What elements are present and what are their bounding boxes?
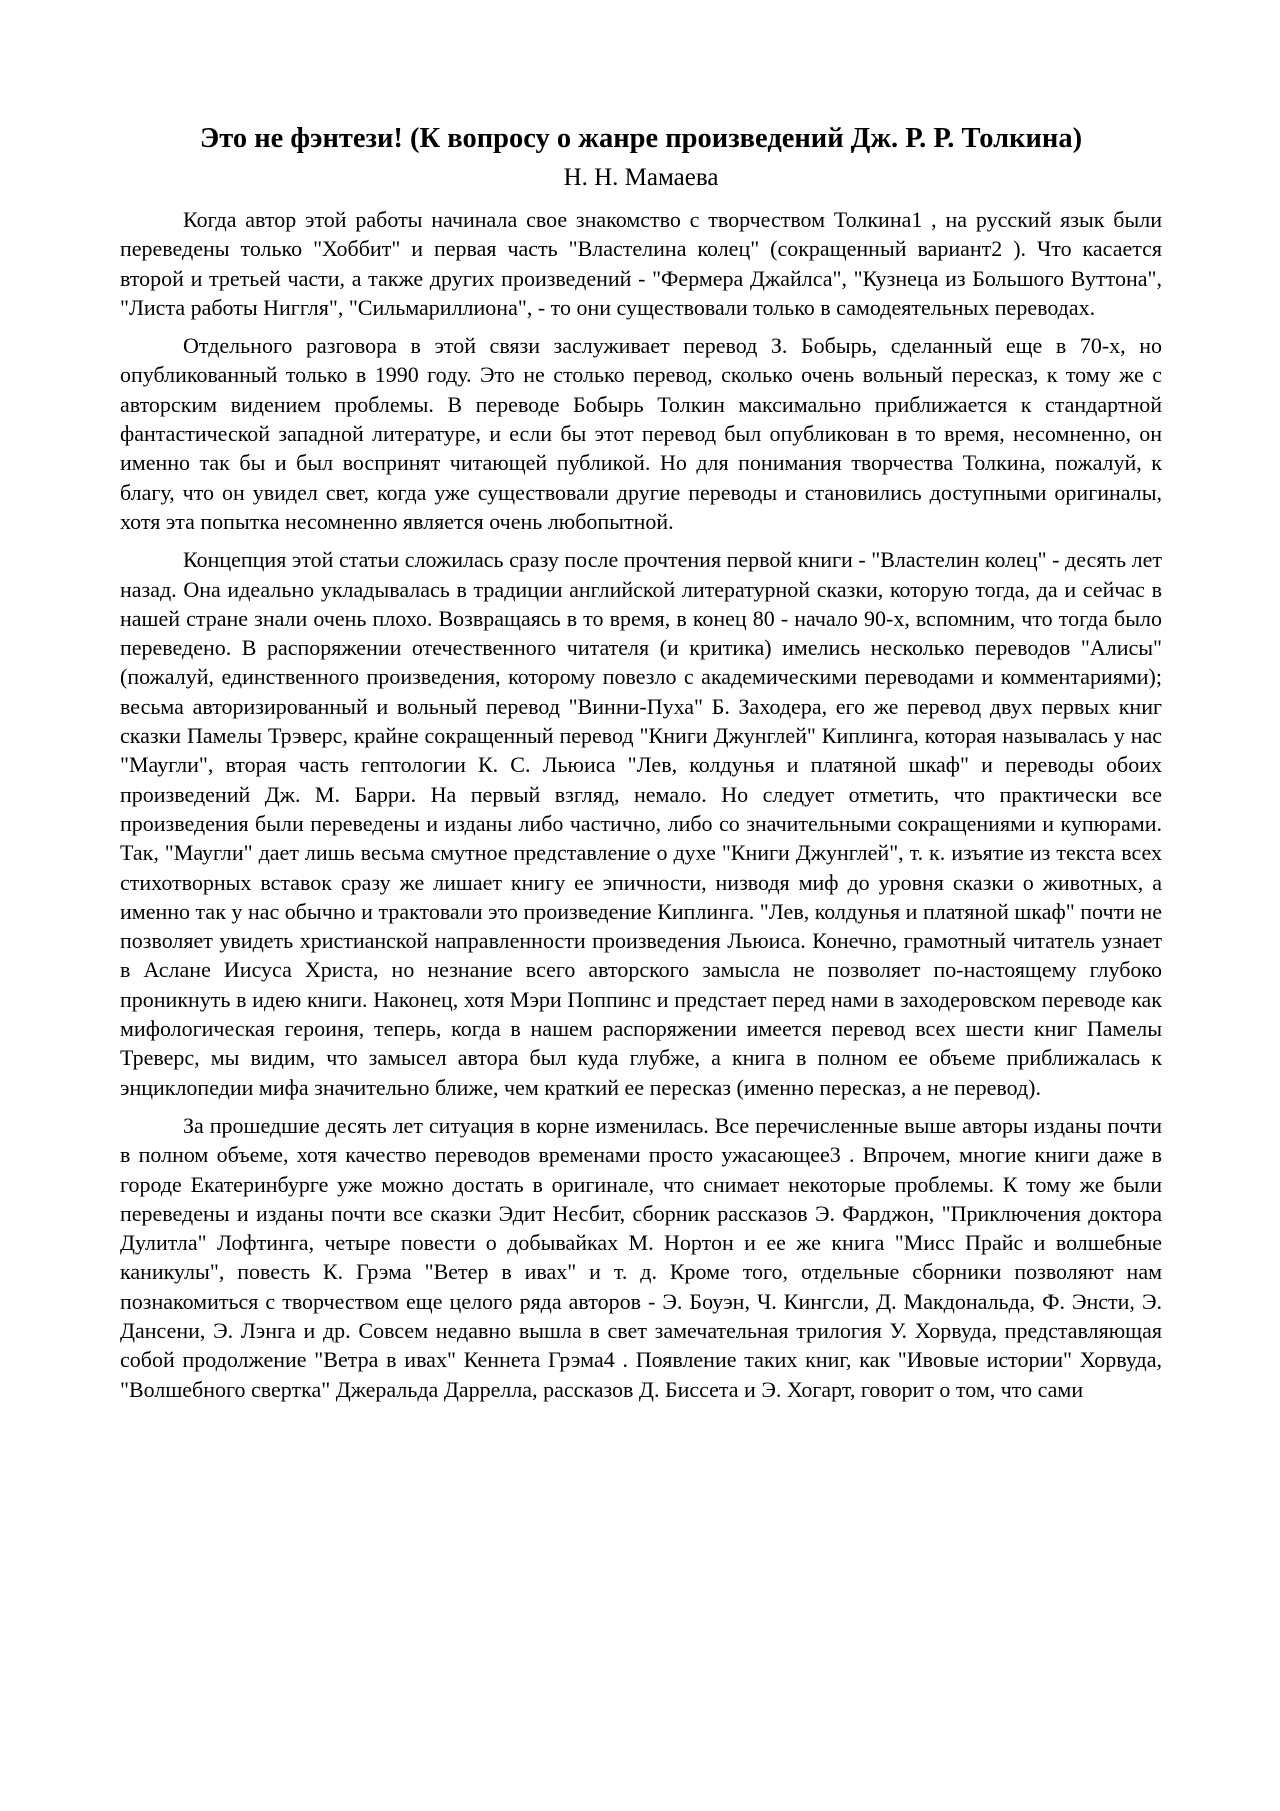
paragraph-4: За прошедшие десять лет ситуация в корне изменилась. Все перечисленные выше авторы изданы почти в полном объеме, хотя качество переводов временами просто ужасающее3 . Впрочем, многие книги даже в городе Екатеринбурге уже можно достать в оригинале, что снимает некоторые проблемы. К тому же были переведены и изданы почти все сказки Эдит Несбит, сборник рассказов Э. Фарджон, "Приключения доктора Дулитла" Лофтинга, четыре повести о добывайках М. Нортон и ее же книга "Мисс Прайс и волшебные каникулы", повесть К. Грэма "Ветер в ивах" и т. д. Кроме того, отдельные сборники позволяют нам познакомиться с творчеством еще целого ряда авторов - Э. Боуэн, Ч. Кингсли, Д. Макдональда, Ф. Энсти, Э. Дансени, Э. Лэнга и др. Совсем недавно вышла в свет замечательная трилогия У. Хорвуда, представляющая собой продолжение "Ветра в ивах" Кеннета Грэма4 . Появление таких книг, как "Ивовые истории" Хорвуда, "Волшебного свертка" Джеральда Даррелла, рассказов Д. Биссета и Э. Хогарт, говорит о том, что сами [120, 1112, 1162, 1402]
article-title: Это не фэнтези! (К вопросу о жанре произведений Дж. Р. Р. Толкина) [199, 123, 1083, 154]
paragraph-1: Когда автор этой работы начинала свое знакомство с творчеством Толкина1 , на русский язык были переведены только "Хоббит" и первая часть "Властелина колец" (сокращенный вариант2 ). Что касается второй и третьей части, а также других произведений - "Фермера Джайлса", "Кузнеца из Большого Вуттона", "Листа работы Ниггля", "Сильмариллиона", - то они существовали только в самодеятельных переводах. [120, 207, 1162, 320]
paragraph-3: Концепция этой статьи сложилась сразу после прочтения первой книги - "Властелин колец" - десять лет назад. Она идеально укладывалась в традиции английской литературной сказки, которую тогда, да и сейчас в нашей стране знали очень плохо. Возвращаясь в то время, в конец 80 - начало 90-х, вспомним, что тогда было переведено. В распоряжении отечественного читателя (и критика) имелись несколько переводов "Алисы" (пожалуй, единственного произведения, которому повезло с академическими переводами и комментариями); весьма авторизированный и вольный перевод "Винни-Пуха" Б. Заходера, его же перевод двух первых книг сказки Памелы Трэверс, крайне сокращенный перевод "Книги Джунглей" Киплинга, которая называлась у нас "Маугли", вторая часть гептологии К. С. Льюиса "Лев, колдунья и платяной шкаф" и переводы обоих произведений Дж. М. Барри. На первый взгляд, немало. Но следует отметить, что практически все произведения были переведены и изданы либо частично, либо со значительными сокращениями и купюрами. Так, "Маугли" дает лишь весьма смутное представление о духе "Книги Джунглей", т. к. изъятие из текста всех стихотворных вставок сразу же лишает книгу ее эпичности, низводя миф до уровня сказки о животных, а именно так у нас обычно и трактовали это произведение Киплинга. "Лев, колдунья и платяной шкаф" почти не позволяет увидеть христианской направленности произведения Льюиса. Конечно, грамотный читатель узнает в Аслане Иисуса Христа, но незнание всего авторского замысла не позволяет по-настоящему глубоко проникнуть в идею книги. Наконец, хотя Мэри Поппинс и предстает перед нами в заходеровском переводе как мифологическая героиня, теперь, когда в нашем распоряжении имеется перевод всех шести книг Памелы Треверс, мы видим, что замысел автора был куда глубже, а книга в полном ее объеме приближалась к энциклопедии мифа значительно ближе, чем краткий ее пересказ (именно пересказ, а не перевод). [120, 547, 1162, 1100]
paragraph-2: Отдельного разговора в этой связи заслуживает перевод З. Бобырь, сделанный еще в 70-х, но опубликованный только в 1990 году. Это не столько перевод, сколько очень вольный пересказ, к тому же с авторским видением проблемы. В переводе Бобырь Толкин максимально приближается к стандартной фантастической западной литературе, и если бы этот перевод был опубликован в то время, несомненно, он именно так бы и был воспринят читающей публикой. Но для понимания творчества Толкина, пожалуй, к благу, что он увидел свет, когда уже существовали другие переводы и становились доступными оригиналы, хотя эта попытка несомненно является очень любопытной. [120, 333, 1162, 534]
article-body [120, 122, 1162, 1413]
article-author: Н. Н. Мамаева [563, 164, 719, 191]
